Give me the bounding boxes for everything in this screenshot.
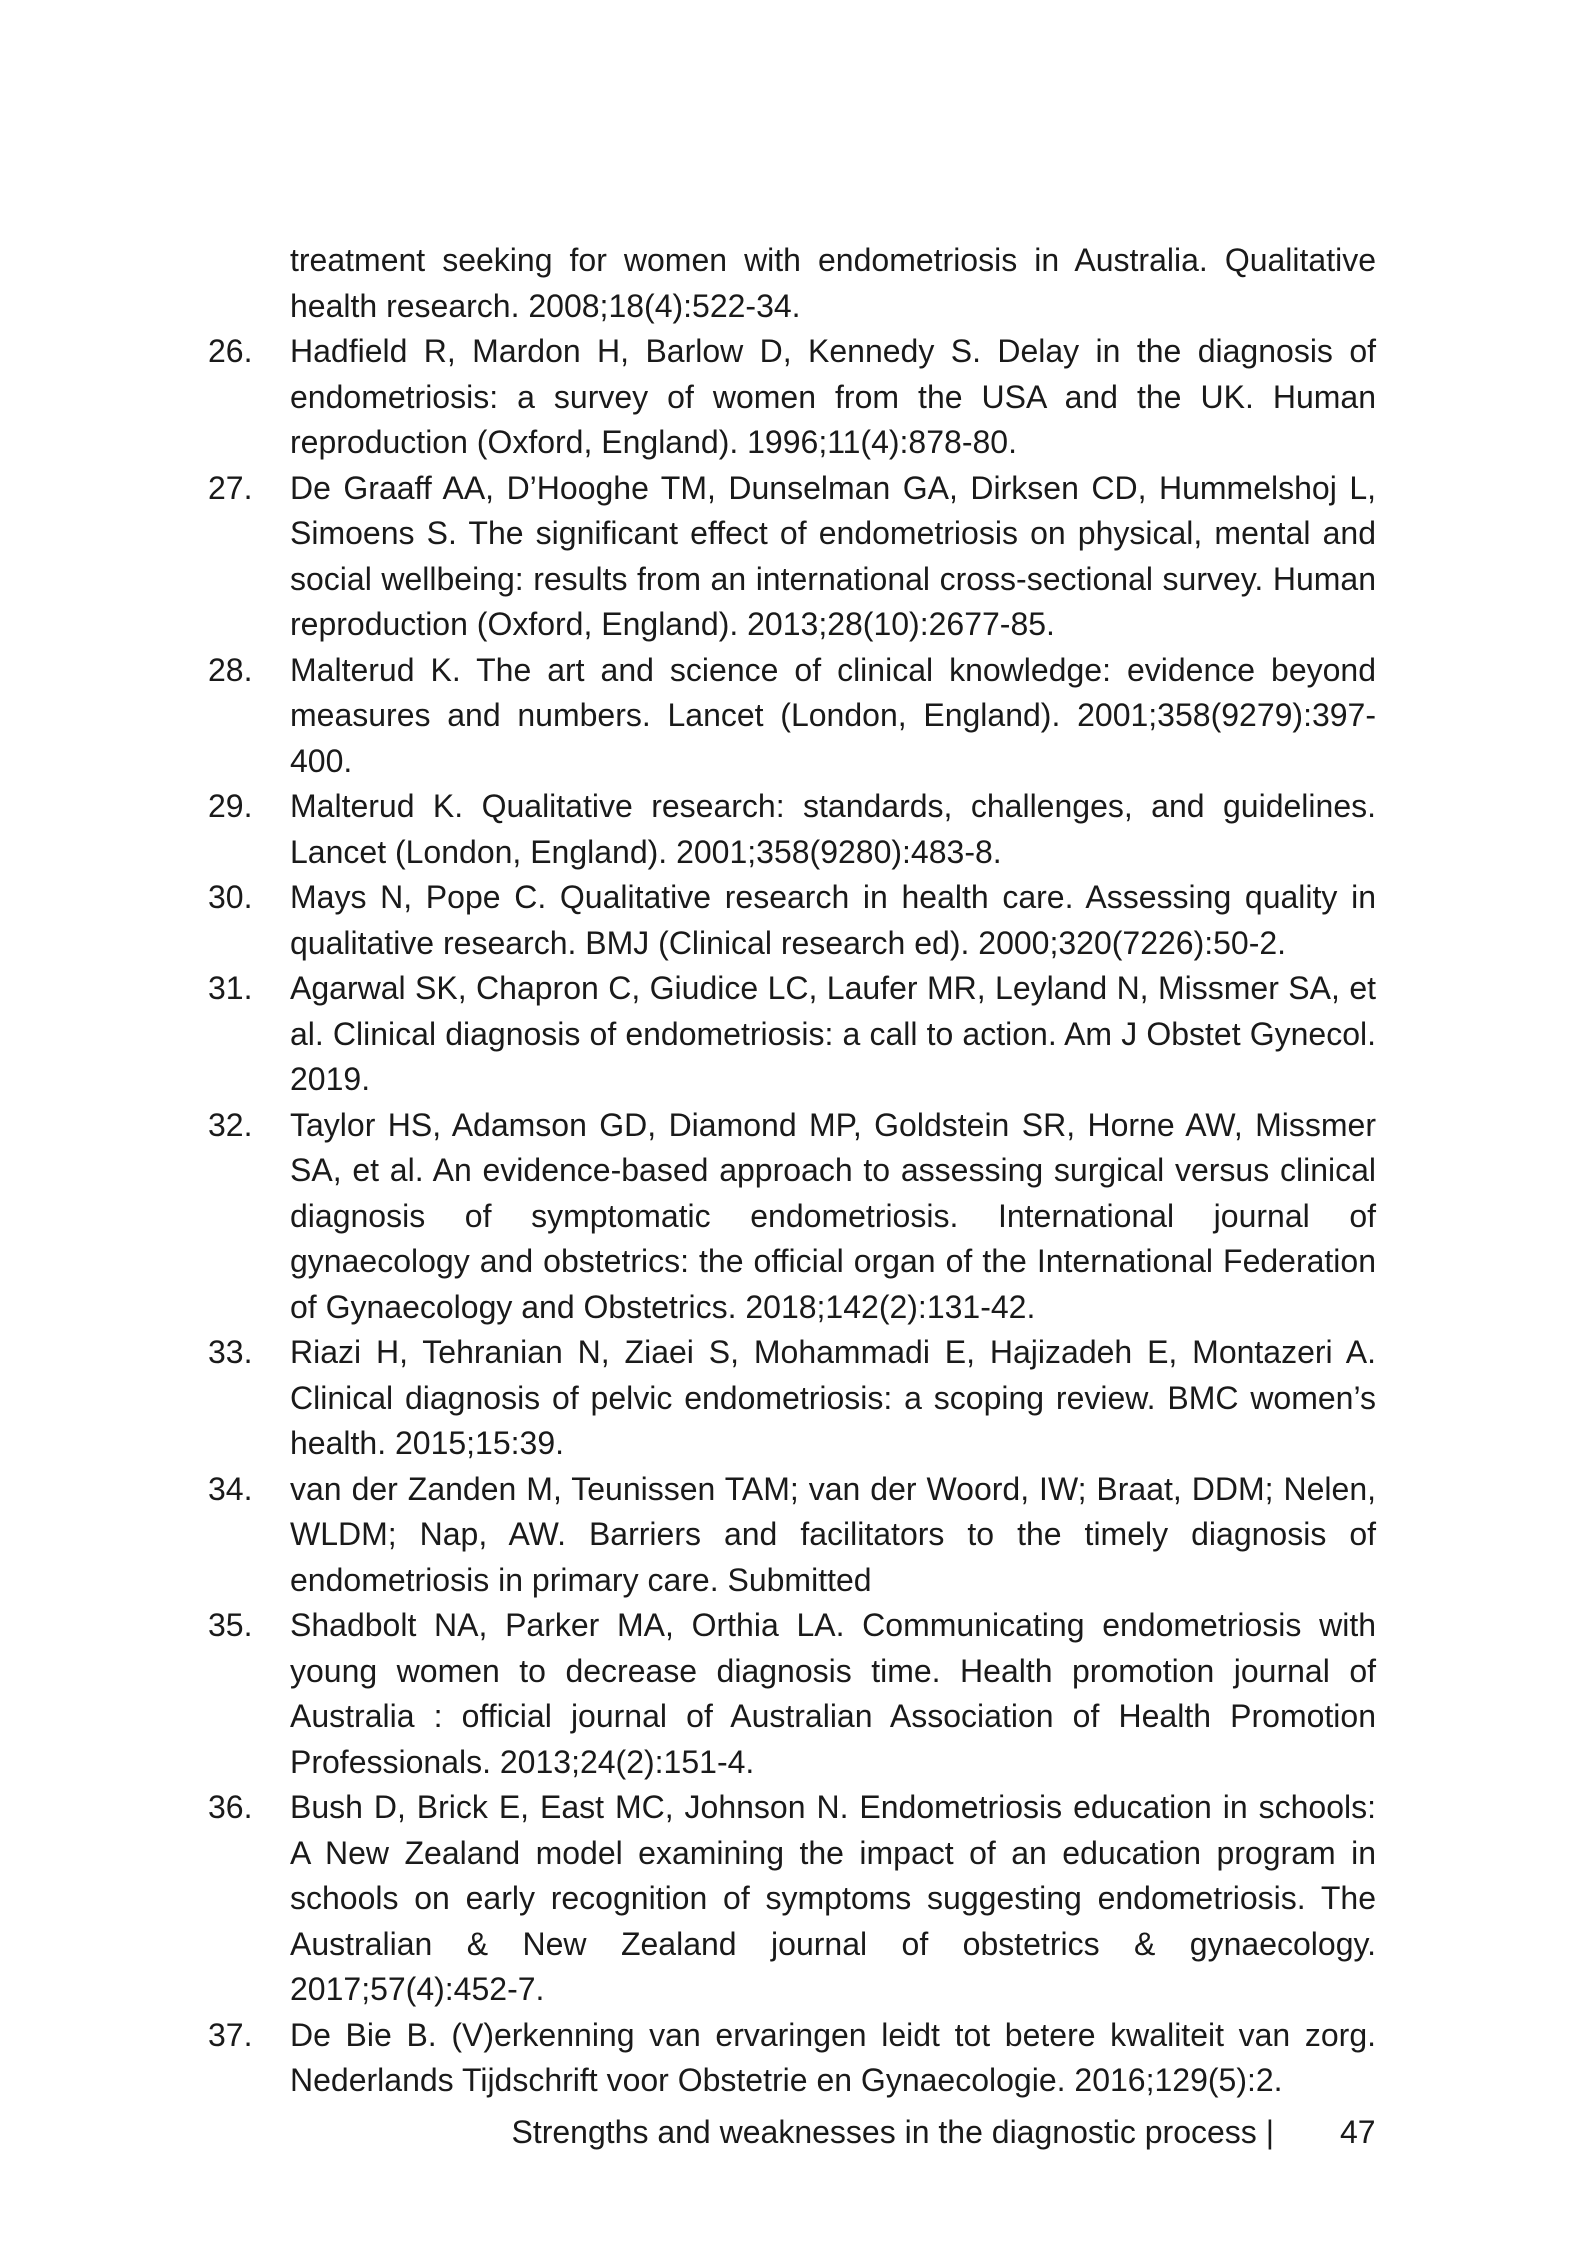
reference-number: 35. xyxy=(208,1607,253,1643)
reference-list xyxy=(208,238,1376,2104)
reference-number: 28. xyxy=(208,651,253,688)
reference-number: 27. xyxy=(208,469,253,506)
reference-number: 30. xyxy=(208,879,253,915)
reference-item xyxy=(208,2013,1376,2104)
reference-item xyxy=(208,784,1376,875)
reference-item xyxy=(208,1103,1376,1331)
reference-text: Shadbolt NA, Parker MA, Orthia LA. Communicating endometriosis with young women to decrease diagnosis time. Health promotion journal of Australia : official journal of Australian Association of Health Promotion Professionals. 2013;24(2):151-4. xyxy=(290,1607,1376,1780)
reference-number: 26. xyxy=(208,333,253,369)
reference-item xyxy=(208,1603,1376,1785)
reference-text: van der Zanden M, Teunissen TAM; van der Woord, IW; Braat, DDM; Nelen, WLDM; Nap, AW. Barriers and facilitators to the timely diagnosis of endometriosis in primary care. Submitted xyxy=(290,1470,1376,1598)
reference-text: Malterud K. Qualitative research: standards, challenges, and guidelines. Lancet (London, England). 2001;358(9280):483-8. xyxy=(290,788,1376,870)
reference-text: Hadfield R, Mardon H, Barlow D, Kennedy S. Delay in the diagnosis of endometriosis: a survey of women from the USA and the UK. Human reproduction (Oxford, England). 1996;11(4):878-80. xyxy=(290,333,1376,460)
reference-item xyxy=(208,1467,1376,1604)
reference-item xyxy=(208,329,1376,466)
reference-item xyxy=(208,966,1376,1103)
running-title: Strengths and weaknesses in the diagnostic process | xyxy=(511,2114,1274,2150)
reference-number: 33. xyxy=(208,1334,253,1370)
reference-number: 34. xyxy=(208,1470,253,1507)
reference-text: Bush D, Brick E, East MC, Johnson N. Endometriosis education in schools: A New Zealand model examining the impact of an education program in schools on early recognition of symptoms suggesting endometriosis. The Australian & New Zealand journal of obstetrics & gynaecology. 2017;57(4):452-7. xyxy=(290,1789,1376,2007)
reference-text: Agarwal SK, Chapron C, Giudice LC, Laufer MR, Leyland N, Missmer SA, et al. Clinical diagnosis of endometriosis: a call to action. Am J Obstet Gynecol. 2019. xyxy=(290,970,1376,1097)
reference-item xyxy=(208,648,1376,785)
reference-number: 32. xyxy=(208,1106,253,1143)
reference-number: 36. xyxy=(208,1789,253,1825)
reference-text: De Graaff AA, D’Hooghe TM, Dunselman GA, Dirksen CD, Hummelshoj L, Simoens S. The significant effect of endometriosis on physical, mental and social wellbeing: results from an international cross-sectional survey. Human reproduction (Oxford, England). 2013;28(10):2677-85. xyxy=(290,469,1376,642)
reference-number: 31. xyxy=(208,970,253,1006)
reference-item xyxy=(208,466,1376,648)
reference-item xyxy=(208,1785,1376,2013)
reference-text: Malterud K. The art and science of clinical knowledge: evidence beyond measures and numbers. Lancet (London, England). 2001;358(9279):397-400. xyxy=(290,651,1376,779)
reference-text: Riazi H, Tehranian N, Ziaei S, Mohammadi E, Hajizadeh E, Montazeri A. Clinical diagnosis of pelvic endometriosis: a scoping review. BMC women’s health. 2015;15:39. xyxy=(290,1334,1376,1461)
reference-number: 29. xyxy=(208,788,253,824)
reference-text: De Bie B. (V)erkenning van ervaringen leidt tot betere kwaliteit van zorg. Nederlands Tijdschrift voor Obstetrie en Gynaecologie. 2016;129(5):2. xyxy=(290,2016,1376,2098)
reference-text: Taylor HS, Adamson GD, Diamond MP, Goldstein SR, Horne AW, Missmer SA, et al. An evidence-based approach to assessing surgical versus clinical diagnosis of symptomatic endometriosis. International journal of gynaecology and obstetrics: the official organ of the International Federation of Gynaecology and Obstetrics. 2018;142(2):131-42. xyxy=(290,1106,1376,1325)
reference-continued-text: treatment seeking for women with endometriosis in Australia. Qualitative health research. 2008;18(4):522-34. xyxy=(290,242,1376,324)
reference-item xyxy=(208,1330,1376,1467)
reference-number: 37. xyxy=(208,2016,253,2053)
reference-text: Mays N, Pope C. Qualitative research in health care. Assessing quality in qualitative research. BMJ (Clinical research ed). 2000;320(7226):50-2. xyxy=(290,879,1376,961)
page-number: 47 xyxy=(1340,2114,1376,2150)
reference-item xyxy=(208,875,1376,966)
